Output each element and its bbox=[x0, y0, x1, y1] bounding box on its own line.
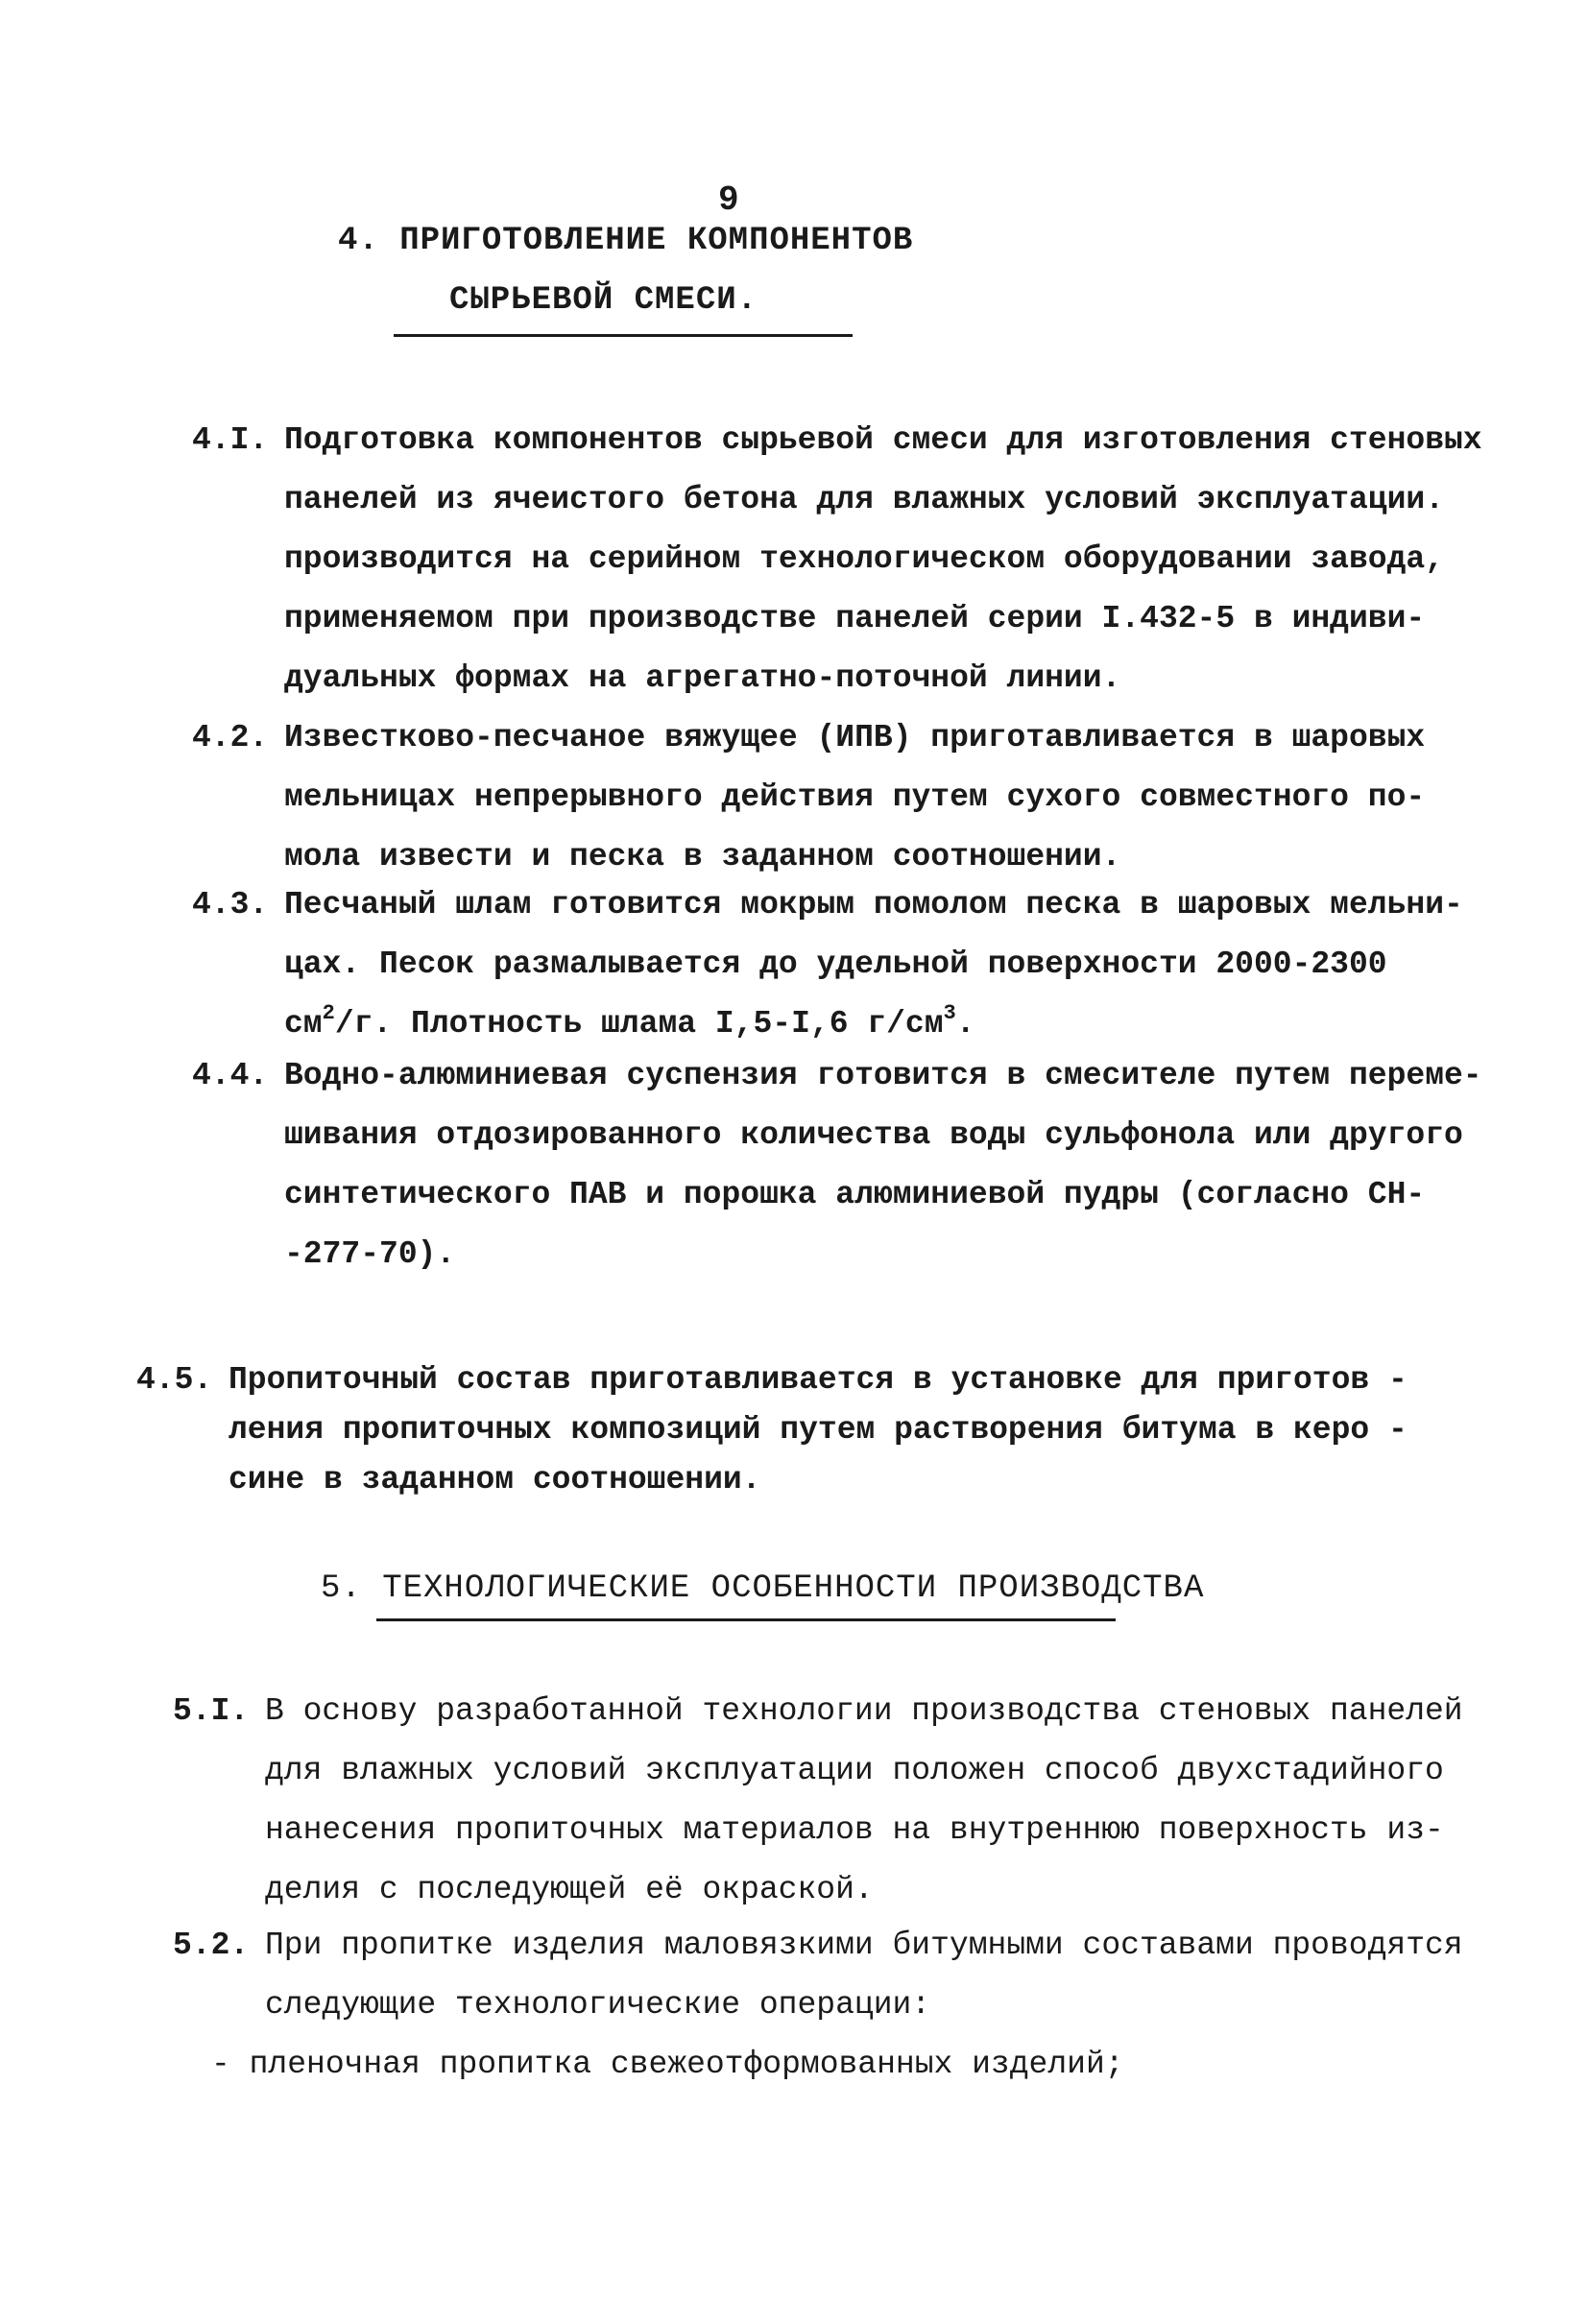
paragraph-line: Подготовка компонентов сырьевой смеси для изготовления стеновых bbox=[284, 422, 1482, 458]
paragraph-line: Водно-алюминиевая суспензия готовится в смесителе путем переме- bbox=[284, 1058, 1482, 1093]
paragraph-line: Пропиточный состав приготавливается в установке для приготов - bbox=[229, 1362, 1408, 1398]
paragraph-number: 4.4. bbox=[192, 1058, 269, 1093]
paragraph-line: делия с последующей её окраской. bbox=[265, 1872, 874, 1907]
superscript: 3 bbox=[943, 1001, 956, 1025]
paragraph-line: Известково-песчаное вяжущее (ИПВ) приготавливается в шаровых bbox=[284, 720, 1426, 755]
paragraph-line: нанесения пропиточных материалов на внутреннюю поверхность из- bbox=[265, 1812, 1444, 1848]
paragraph-number: 5.I. bbox=[173, 1693, 250, 1729]
paragraph-number: 4.I. bbox=[192, 422, 269, 458]
paragraph-number: 4.3. bbox=[192, 887, 269, 922]
paragraph-line: синтетического ПАВ и порошка алюминиевой пудры (согласно СН- bbox=[284, 1177, 1426, 1212]
paragraph-number: 5.2. bbox=[173, 1928, 250, 1963]
section-4-title-line2: СЫРЬЕВОЙ СМЕСИ. bbox=[449, 282, 758, 319]
bullet-item bbox=[211, 2035, 1459, 2095]
paragraph-line: -277-70). bbox=[284, 1236, 456, 1272]
paragraph-line: При пропитке изделия маловязкими битумными составами проводятся bbox=[265, 1928, 1463, 1963]
paragraph-line: панелей из ячеистого бетона для влажных условий эксплуатации. bbox=[284, 482, 1444, 517]
density-text: /г. Плотность шлама I,5-I,6 г/см bbox=[334, 1006, 944, 1042]
paragraph-line-with-units bbox=[284, 994, 1463, 1054]
section-4-title-line1: 4. ПРИГОТОВЛЕНИЕ КОМПОНЕНТОВ bbox=[338, 223, 914, 259]
paragraph-line: следующие технологические операции: bbox=[265, 1987, 931, 2023]
section-5-title: 5. ТЕХНОЛОГИЧЕСКИЕ ОСОБЕННОСТИ ПРОИЗВОДСТВА bbox=[321, 1570, 1205, 1607]
paragraph-line: В основу разработанной технологии производства стеновых панелей bbox=[265, 1693, 1463, 1729]
paragraph-line: производится на серийном технологическом оборудовании завода, bbox=[284, 541, 1444, 577]
paragraph-line: применяемом при производстве панелей серии I.432-5 в индиви- bbox=[284, 601, 1426, 636]
page-number: 9 bbox=[718, 180, 739, 220]
paragraph-line: мельницах непрерывного действия путем сухого совместного по- bbox=[284, 779, 1426, 815]
unit-text: см bbox=[284, 1006, 323, 1042]
section-4-underline bbox=[394, 334, 853, 337]
period-text: . bbox=[955, 1006, 975, 1042]
paragraph-line: дуальных формах на агрегатно-поточной линии. bbox=[284, 660, 1121, 696]
superscript: 2 bbox=[322, 1001, 335, 1025]
bullet-text: - пленочная пропитка свежеотформованных изделий; bbox=[211, 2047, 1124, 2082]
paragraph-number: 4.5. bbox=[136, 1362, 213, 1398]
paragraph-line: мола извести и песка в заданном соотношении. bbox=[284, 839, 1121, 874]
section-5-underline bbox=[376, 1618, 1116, 1621]
paragraph-number: 4.2. bbox=[192, 720, 269, 755]
paragraph-line: ления пропиточных композиций путем растворения битума в керо - bbox=[229, 1412, 1408, 1448]
paragraph-line: сине в заданном соотношении. bbox=[229, 1462, 761, 1497]
paragraph-line: для влажных условий эксплуатации положен способ двухстадийного bbox=[265, 1753, 1444, 1788]
paragraph-line: шивания отдозированного количества воды сульфонола или другого bbox=[284, 1117, 1463, 1153]
paragraph-line: цах. Песок размалывается до удельной поверхности 2000-2300 bbox=[284, 946, 1387, 982]
paragraph-line: Песчаный шлам готовится мокрым помолом песка в шаровых мельни- bbox=[284, 887, 1463, 922]
